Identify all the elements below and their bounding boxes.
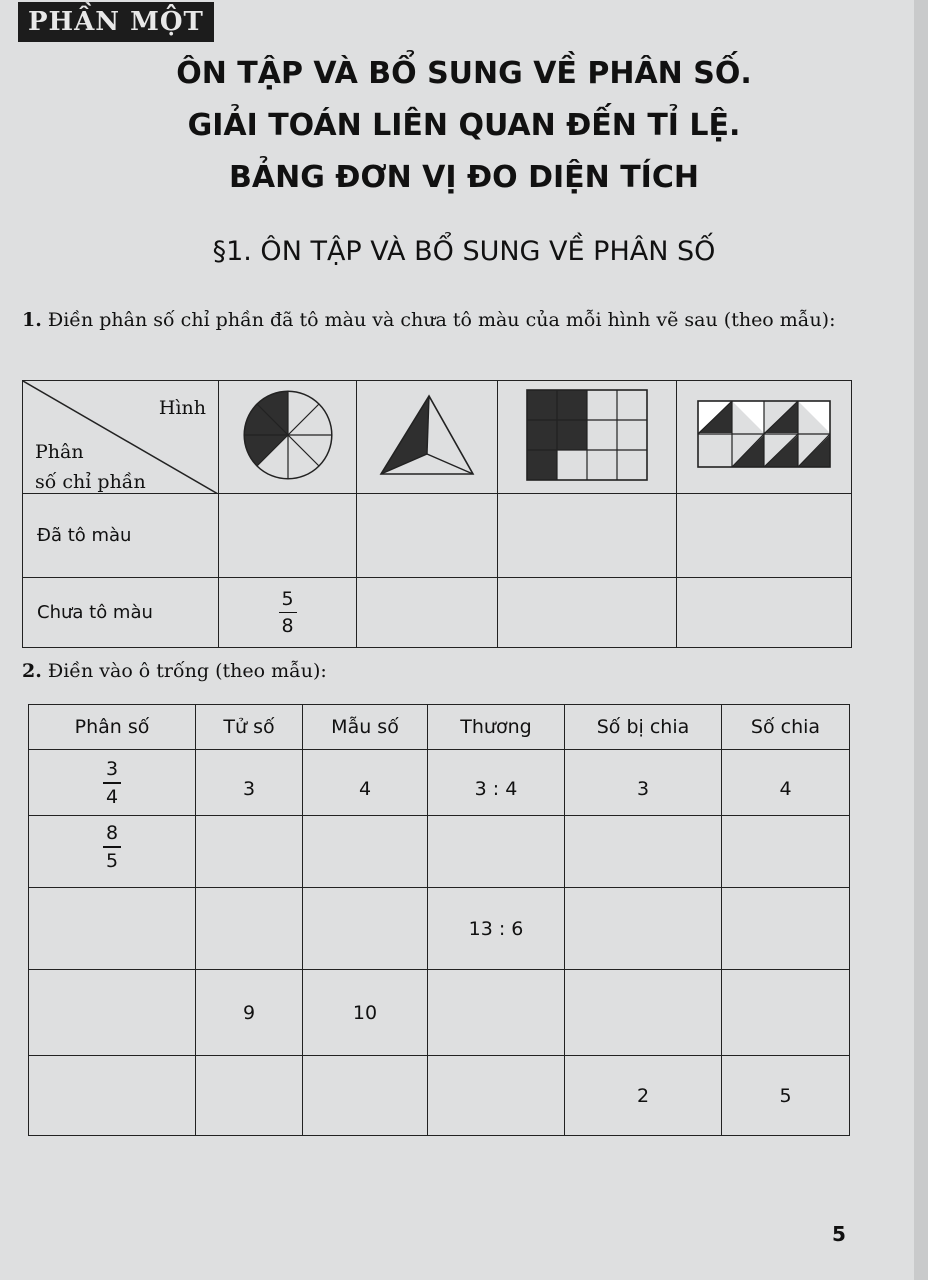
mau-so-cell: 10 xyxy=(303,970,428,1056)
fraction-cell[interactable] xyxy=(29,970,196,1056)
mau-so-cell[interactable] xyxy=(303,888,428,970)
grid-figure xyxy=(525,388,649,482)
answer-cell[interactable] xyxy=(357,578,498,648)
exercise-2-table xyxy=(28,704,850,1136)
tu-so-cell: 3 xyxy=(196,750,303,816)
table-row xyxy=(29,888,850,970)
table-row xyxy=(29,816,850,888)
figure-grid-cell xyxy=(498,381,677,494)
answer-cell[interactable] xyxy=(219,494,357,578)
exercise-1-number: 1. xyxy=(22,309,42,331)
header-thuong: Thương xyxy=(428,705,565,750)
so-chia-cell: 4 xyxy=(722,750,850,816)
table-row xyxy=(29,1056,850,1136)
header-tu-so: Tử số xyxy=(196,705,303,750)
fraction: $\frac{8}{5}$ xyxy=(103,822,121,872)
so-bi-chia-cell[interactable] xyxy=(565,970,722,1056)
exercise-1-prompt xyxy=(22,304,862,336)
title-line-3: BẢNG ĐƠN VỊ ĐO DIỆN TÍCH xyxy=(229,160,699,195)
title-line-1: ÔN TẬP VÀ BỔ SUNG VỀ PHÂN SỐ. xyxy=(176,56,752,91)
so-chia-cell: 5 xyxy=(722,1056,850,1136)
rect-triangles-figure xyxy=(694,399,834,471)
section-title: §1. ÔN TẬP VÀ BỔ SUNG VỀ PHÂN SỐ xyxy=(212,236,716,267)
so-bi-chia-cell: 2 xyxy=(565,1056,722,1136)
answer-cell[interactable] xyxy=(677,494,852,578)
figure-circle-cell xyxy=(219,381,357,494)
fraction-cell[interactable] xyxy=(29,1056,196,1136)
so-bi-chia-cell[interactable] xyxy=(565,816,722,888)
so-bi-chia-cell[interactable] xyxy=(565,888,722,970)
mau-so-cell[interactable] xyxy=(303,816,428,888)
so-chia-cell[interactable] xyxy=(722,888,850,970)
fraction-cell xyxy=(29,750,196,816)
answer-cell[interactable] xyxy=(498,578,677,648)
answer-cell[interactable] xyxy=(498,494,677,578)
answer-cell[interactable] xyxy=(357,494,498,578)
figure-triangle-cell xyxy=(357,381,498,494)
figure-rect-triangles-cell xyxy=(677,381,852,494)
row-label-shaded: Đã tô màu xyxy=(23,494,219,578)
tu-so-cell[interactable] xyxy=(196,816,303,888)
page-number: 5 xyxy=(832,1222,846,1246)
header-so-chia: Số chia xyxy=(722,705,850,750)
so-chia-cell[interactable] xyxy=(722,970,850,1056)
table-corner-cell xyxy=(23,381,219,494)
fraction-cell[interactable] xyxy=(29,888,196,970)
corner-label-hinh: Hình xyxy=(158,397,206,419)
header-mau-so: Mẫu số xyxy=(303,705,428,750)
mau-so-cell[interactable] xyxy=(303,1056,428,1136)
corner-label-phan-so: Phân số chỉ phần xyxy=(35,441,146,493)
triangle-figure xyxy=(377,392,477,478)
thuong-cell: 3 : 4 xyxy=(428,750,565,816)
table-row xyxy=(29,750,850,816)
thuong-cell: 13 : 6 xyxy=(428,888,565,970)
circle-figure xyxy=(240,387,336,483)
exercise-1-table xyxy=(22,380,852,648)
thuong-cell[interactable] xyxy=(428,1056,565,1136)
tu-so-cell[interactable] xyxy=(196,1056,303,1136)
so-bi-chia-cell: 3 xyxy=(565,750,722,816)
exercise-1-text: Điền phân số chỉ phần đã tô màu và chưa tô màu của mỗi hình vẽ sau (theo mẫu): xyxy=(47,309,836,331)
part-label: PHẦN MỘT xyxy=(18,2,214,42)
tu-so-cell[interactable] xyxy=(196,888,303,970)
example-fraction: $\frac{5}{8}$ xyxy=(279,588,297,638)
exercise-2-number: 2. xyxy=(22,660,42,682)
so-chia-cell[interactable] xyxy=(722,816,850,888)
tu-so-cell: 9 xyxy=(196,970,303,1056)
mau-so-cell: 4 xyxy=(303,750,428,816)
answer-cell[interactable] xyxy=(677,578,852,648)
fraction: $\frac{3}{4}$ xyxy=(103,758,121,808)
row-label-unshaded: Chưa tô màu xyxy=(23,578,219,648)
fraction-cell xyxy=(29,816,196,888)
header-phan-so: Phân số xyxy=(29,705,196,750)
title-line-2: GIẢI TOÁN LIÊN QUAN ĐẾN TỈ LỆ. xyxy=(187,108,741,143)
thuong-cell[interactable] xyxy=(428,970,565,1056)
thuong-cell[interactable] xyxy=(428,816,565,888)
exercise-2-prompt xyxy=(22,660,327,682)
table-row xyxy=(29,970,850,1056)
exercise-2-text: Điền vào ô trống (theo mẫu): xyxy=(47,660,327,682)
header-so-bi-chia: Số bị chia xyxy=(565,705,722,750)
example-fraction-cell xyxy=(219,578,357,648)
